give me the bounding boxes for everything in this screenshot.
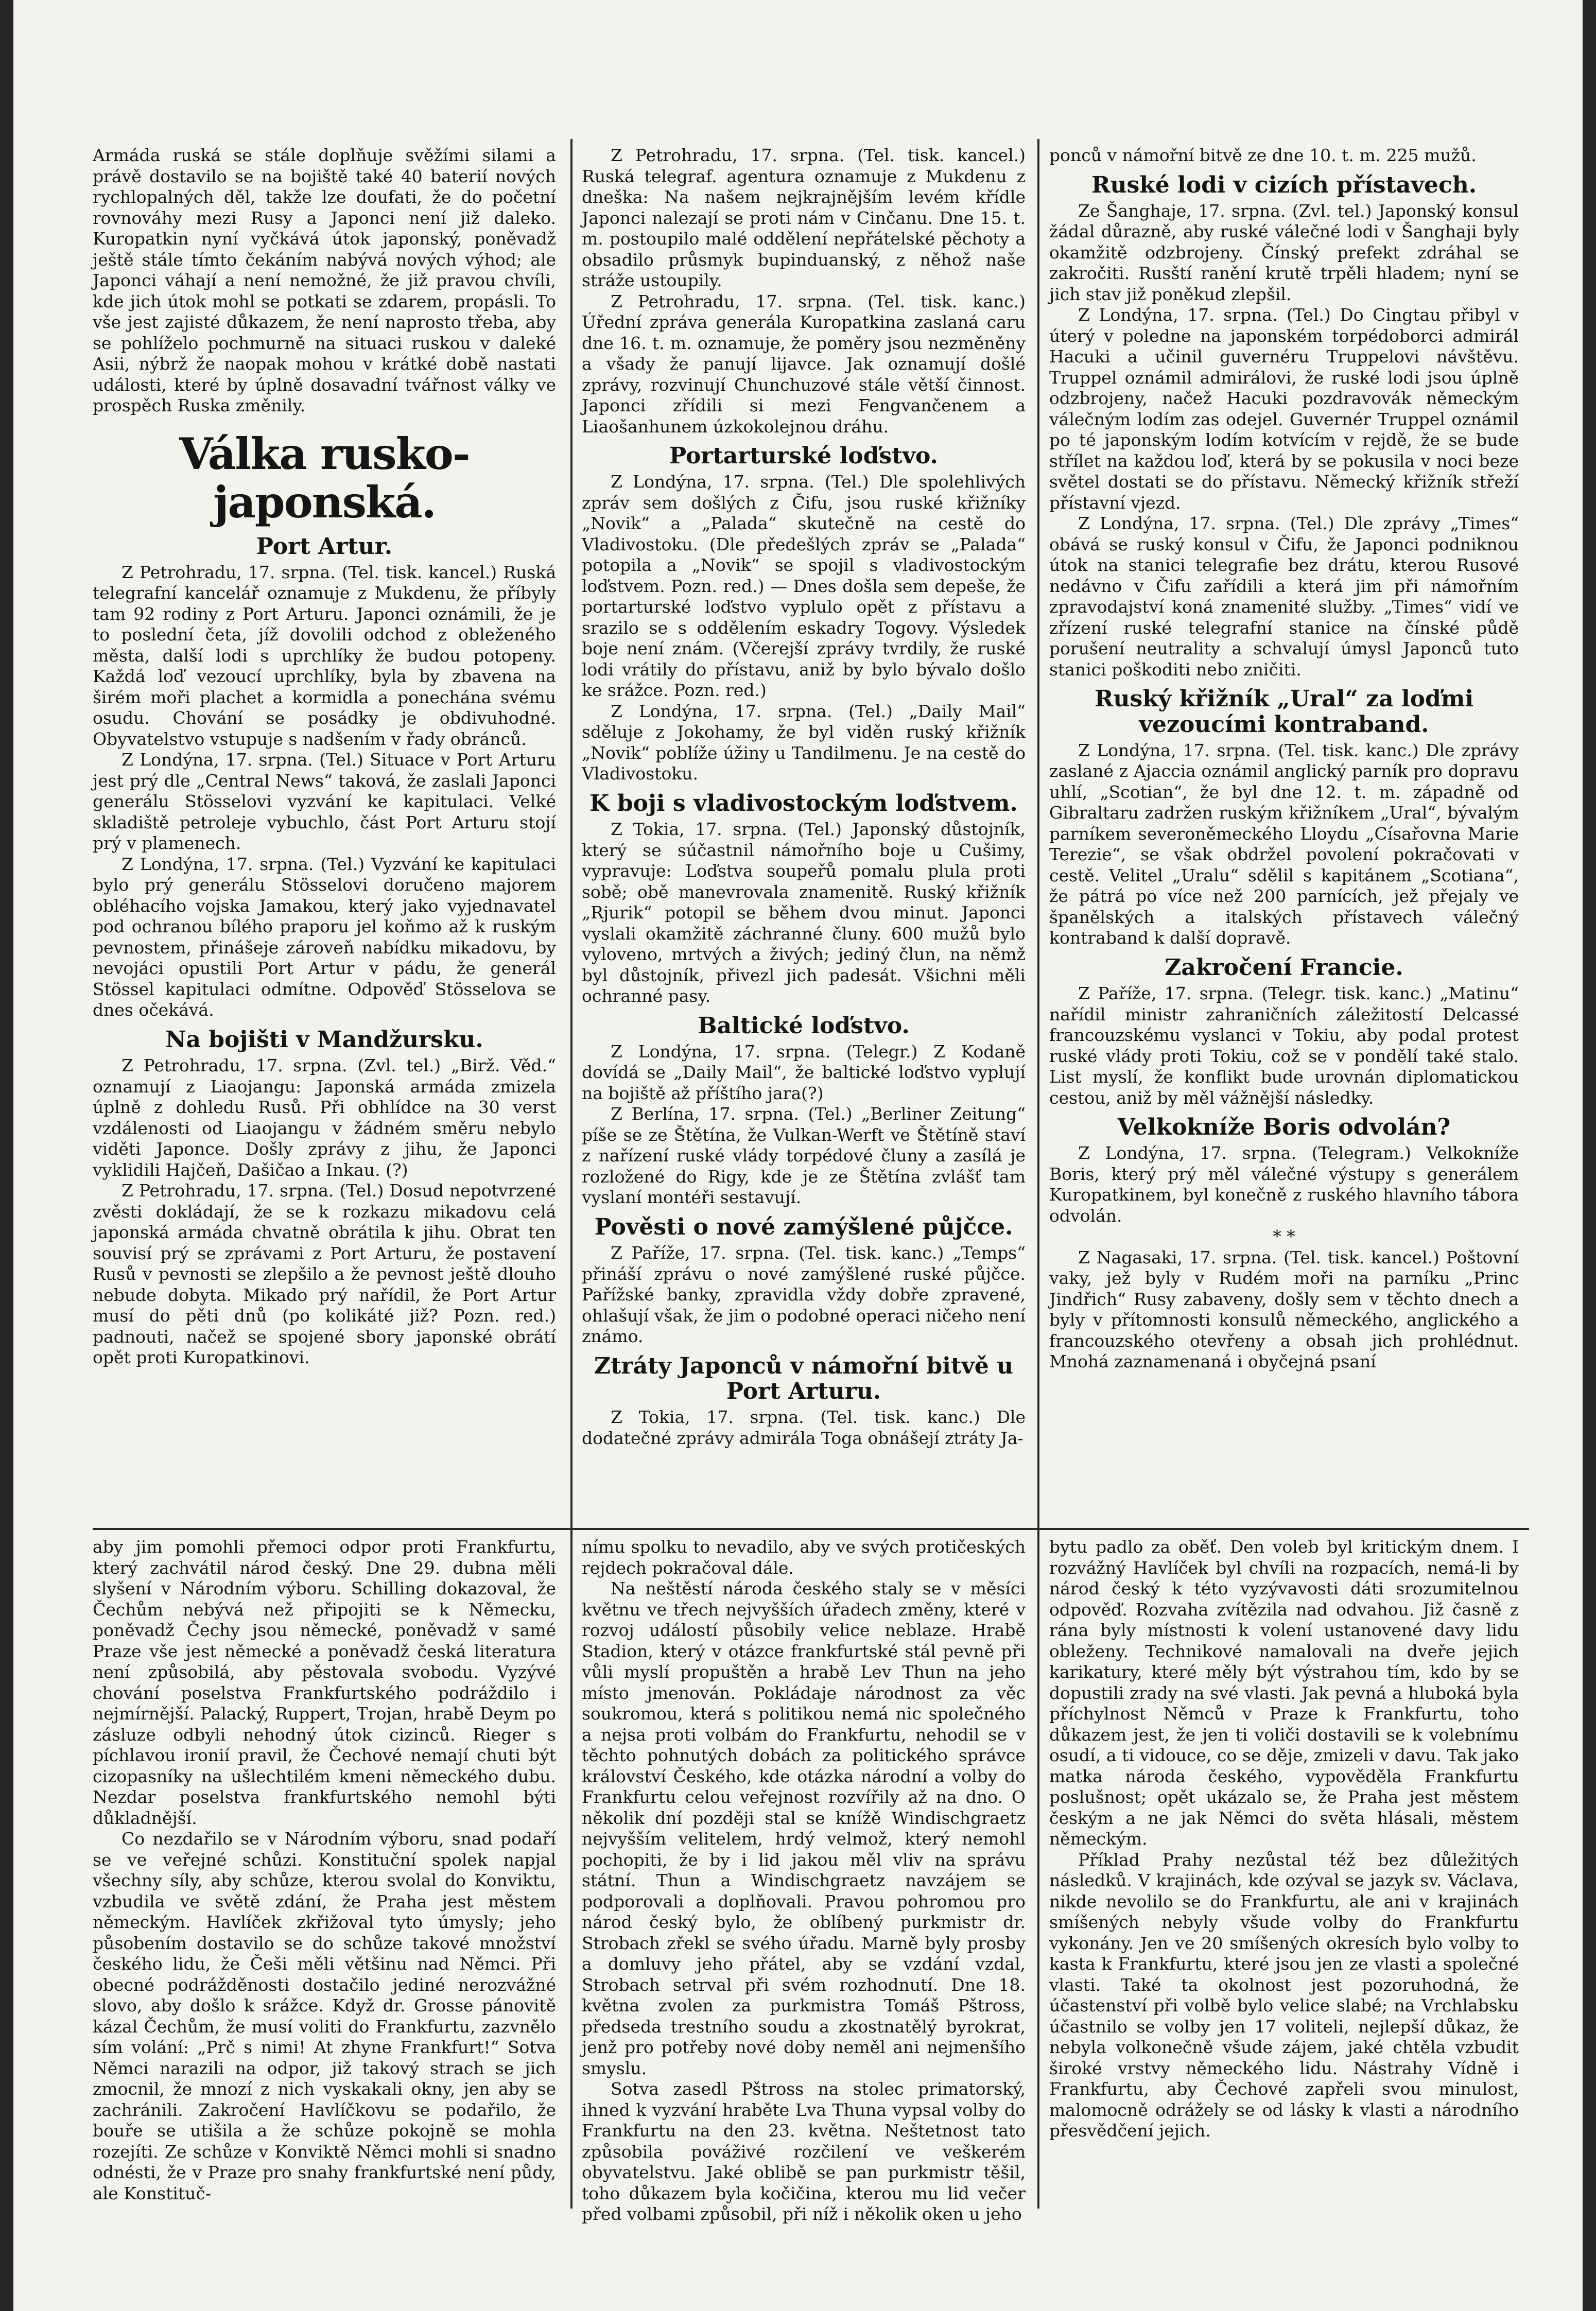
column-top-middle — [582, 145, 1026, 1525]
news-paragraph: ponců v námořní bitvě ze dne 10. t. m. 225 mužů. — [1049, 145, 1477, 165]
feuilleton-paragraph: nímu spolku to nevadilo, aby ve svých protičeských rejdech pokračoval dále. — [582, 1537, 1026, 1578]
scan-left-edge — [0, 0, 13, 2311]
section-heading-vladivostok: K boji s vladivostockým loďstvem. — [589, 790, 1018, 816]
news-paragraph: Z Tokia, 17. srpna. (Tel. tisk. kanc.) Dle dodatečné zprávy admirála Toga obnášejí ztráty Ja- — [582, 1407, 1026, 1448]
column-bottom-right — [1049, 1537, 1519, 2211]
section-heading-mandzursko: Na bojišti v Mandžursku. — [165, 1026, 483, 1053]
section-heading-loan: Pověsti o nové zamýšlené půjčce. — [594, 1213, 1013, 1240]
feuilleton-paragraph: Sotva zasedl Pštross na stolec primatorský, ihned k vyzvání hraběte Lva Thuna vypsal volby do Frankfurtu na den 23. května. Neštetnost tato způsobila pováživé rozčilení ve veškerém obyvatelstvu. Jaké oblibě se pan purkmistr těšil, toho důkazem byla kočičina, kterou mu lid večer před volbami způsobil, při níž i několik oken u jeho — [582, 2079, 1026, 2224]
section-heading-baltic: Baltické loďstvo. — [698, 1012, 910, 1039]
column-rule — [1037, 1539, 1039, 2209]
news-paragraph: Z Nagasaki, 17. srpna. (Tel. tisk. kancel.) Poštovní vaky, jež byly v Rudém moři na parníku „Princ Jindřich“ Rusy zabaveny, došly sem v těchto dnech a byly v přítomnosti konsulů německého, anglického a francouzského otevřeny a obsah jich prohlédnut. Mnohá zaznamenaná i obyčejná psaní — [1049, 1247, 1519, 1372]
column-rule — [1037, 139, 1039, 1611]
news-paragraph: Z Tokia, 17. srpna. (Tel.) Japonský důstojník, který se súčastnil námořního boje u Cušimy, vypravuje: Loďstva soupeřů pomalu plula proti sobě; obě manevrovala znamenitě. Ruský křižník „Rjurik“ potopil se během dvou minut. Japonci vyslali okamžitě záchranné čluny. 600 mužů bylo vyloveno, mrtvých a živých; jediný člun, na němž byl důstojník, přivezl jich padesát. Všichni měli ochranné pasy. — [582, 819, 1026, 1006]
section-heading-france: Zakročení Francie. — [1165, 954, 1403, 981]
separator-stars: * * — [1273, 1226, 1295, 1247]
section-heading-boris: Velkokníže Boris odvolán? — [1117, 1114, 1451, 1141]
news-paragraph: Z Londýna, 17. srpna. (Tel.) Vyzvání ke kapitulaci bylo prý generálu Stösselovi doručeno majorem obléhacího vojska Jamakou, který jako vyjednavatel pod ochranou bílého praporu jel koňmo až k ruským pevnostem, přinášeje zároveň nabídku mikadovu, by nevojáci opustili Port Artur v pádu, že generál Stössel kapitulaci odmítne. Odpověď Stösselova se dnes očekává. — [93, 854, 556, 1020]
news-paragraph: Z Londýna, 17. srpna. (Telegr.) Z Kodaně dovídá se „Daily Mail“, že baltické loďstvo vyplují na bojiště až příštího jara(?) — [582, 1041, 1026, 1103]
column-bottom-middle — [582, 1537, 1026, 2224]
feuilleton-paragraph: Na neštěstí národa českého staly se v měsíci květnu ve třech nejvyšších úřadech změny, které v rozvoj událostí působily velice neblaze. Hrabě Stadion, který v otázce frankfurtské stál pevně při vůli myslí propuštěn a hrabě Lev Thun na jeho místo jmenován. Pokládaje národnost za věc soukromou, která s politikou nemá nic společného a nejsa proti volbám do Frankfurtu, nehodil se v těchto pohnutých dobách za politického správce království Českého, kde otázka národní a volby do Frankfurtu celou veřejnost rozvířily až na dno. O několik dní později stal se knížě Windischgraetz nejvyšším velitelem, hrdý velmož, který nemohl pochopiti, že by i lid jakou měl vliv na správu státní. Thun a Windischgraetz navzájem se podporovali a doplňovali. Pravou pohromou pro národ český bylo, že oblíbený purkmistr dr. Strobach zřekl se svého úřadu. Marně byly prosby a domluvy jeho přátel, aby se vzdání vzdal, Strobach setrval při svém rozhodnutí. Dne 18. května zvolen za purkmistra Tomáš Pštross, předseda trestního soudu a zkostnatělý byrokrat, jenž pro potřeby nové doby neměl ani nejmenšího smyslu. — [582, 1578, 1026, 2078]
column-rule — [570, 1539, 573, 2209]
column-rule — [570, 139, 573, 1611]
news-paragraph: Z Petrohradu, 17. srpna. (Tel.) Dosud nepotvrzené zvěsti dokládají, že se k rozkazu mikadovu celá japonská armáda chvatně obrátila k jihu. Obrat ten souvisí prý se zprávami z Port Arturu, že postavení Rusů v pevnosti se zlepšilo a že pevnost ještě dlouho nebude dobyta. Mikado prý nařídil, že Port Artur musí do pěti dnů (po kolikáté již? Pozn. red.) padnouti, načež se spojené sbory japonské obrátí opět proti Kuropatkinovi. — [93, 1180, 556, 1368]
section-heading-port-artur: Port Artur. — [256, 533, 393, 560]
news-paragraph: Z Londýna, 17. srpna. (Tel.) Situace v Port Arturu jest prý dle „Central News“ taková, že zaslali Japonci generálu Stösselovi vyzvání ke kapitulaci. Velké skladiště petroleje vybuchlo, část Port Arturu stojí prý v plamenech. — [93, 750, 556, 854]
column-top-right — [1049, 145, 1519, 1525]
section-heading-ural: Ruský křižník „Ural“ za loďmi vezoucími kontraband. — [1094, 686, 1474, 738]
section-heading-portarturske-lodstvo: Portarturské loďstvo. — [669, 443, 938, 469]
section-rule — [93, 1528, 1529, 1530]
news-paragraph: Z Londýna, 17. srpna. (Tel.) „Daily Mail“ sděluje z Jokohamy, že byl viděn ruský křižník „Novik“ poblíže úžiny u Tandilmenu. Je na cestě do Vladivostoku. — [582, 701, 1026, 784]
main-headline: Válka rusko-japonská. — [179, 428, 470, 528]
scan-right-edge — [1583, 0, 1596, 2311]
news-paragraph: Z Petrohradu, 17. srpna. (Tel. tisk. kancel.) Ruská telegrafní kancelář oznamuje z Mukdenu, že příbyly tam 92 rodiny z Port Arturu. Japonci oznámili, že je to poslední četa, jíž dovolili odchod z obleženého města, další lodi s uprchlíky že budou potopeny. Každá loď vezoucí uprchlíky, byla by zbavena na širém moři plachet a kormidla a ponechána svému osudu. Chování se posádky je obdivuhodné. Obyvatelstvo vstupuje s nadšením v řady obránců. — [93, 562, 556, 749]
news-paragraph: Z Londýna, 17. srpna. (Tel.) Dle zprávy „Times“ obává se ruský konsul v Čifu, že Japonci podniknou útok na stanici telegrafie bez drátu, kterou Rusové nedávno v Čifu zařídili a která jim při námořním zpravodajství koná znamenité služby. „Times“ vidí ve zřízení ruské telegrafní stanice na čínské půdě porušení neutrality a schvalují úmysl Japonců tuto stanici poškoditi nebo zničiti. — [1049, 513, 1519, 680]
news-paragraph: Z Petrohradu, 17. srpna. (Tel. tisk. kanc.) Úřední zpráva generála Kuropatkina zaslaná caru dne 16. t. m. oznamuje, že poměry jsou nezměněny a všady že panují lijavce. Jak oznamují došlé zprávy, rozvinují Chunchuzové stále větší činnost. Japonci zřídili si mezi Fengvančenem a Liaošanhunem úzkokolejnou dráhu. — [582, 291, 1026, 437]
column-bottom-left — [93, 1537, 556, 2211]
section-heading-losses: Ztráty Japonců v námořní bitvě u Port Arturu. — [594, 1352, 1014, 1404]
feuilleton-paragraph: Příklad Prahy nezůstal též bez důležitých následků. V krajinách, kde ozýval se jazyk sv. Václava, nikde nevolilo se do Frankfurtu, ale ani v krajinách smíšených nebyly všude volby do Frankfurtu vykonány. Jen ve 20 smíšených okresích bylo volby to kasta k Frankfurtu, které jsou jen ze vlasti a společné vlasti. Také ta okolnost jest pozoruhodná, že účastenství při volbě bylo velice slabé; na Vrchlabsku účastnilo se volby jen 17 voliteli, nejlepší důkaz, že nebyla volkonečně všude zájem, jaké chtěla vzbudit široké vrstvy německého lidu. Nástrahy Vídně i Frankfurtu, aby Čechové zapřeli svou minulost, malomocně odrážely se od lásky k vlasti a národního přesvědčení jejich. — [1049, 1849, 1519, 2141]
news-paragraph: Z Paříže, 17. srpna. (Telegr. tisk. kanc.) „Matinu“ nařídil ministr zahraničních záležitostí Delcassé francouzskému vyslanci v Tokiu, aby podal protest ruské vlády proti Tokiu, což se v pondělí také stalo. List myslí, že konflikt bude urovnán diplomatickou cestou, aniž by měl vážnější následky. — [1049, 983, 1519, 1108]
news-paragraph: Z Londýna, 17. srpna. (Tel. tisk. kanc.) Dle zprávy zaslané z Ajaccia oznámil anglický parník pro dopravu uhlí, „Scotian“, že byl dne 12. t. m. západně od Gibraltaru zadržen ruským křižníkem „Ural“, bývalým parníkem severoněmeckého Lloydu „Císařovna Marie Terezie“, se však obdržel povolení pokračovati v cestě. Velitel „Uralu“ sdělil s kapitánem „Scotiana“, že pátrá po více než 200 parnících, jež přejaly ve španělských a italských přístavech válečný kontraband k další dopravě. — [1049, 740, 1519, 948]
feuilleton-paragraph: aby jim pomohli přemoci odpor proti Frankfurtu, který zachvátil národ český. Dne 29. dubna měli slyšení v Národním výboru. Schilling dokazoval, že Čechům nebývá než připojiti se k Německu, poněvadž Čechy jsou německé, poněvadž v samé Praze vše jest německé a poněvadž česká literatura není způsobilá, aby pěstovala svobodu. Vyzývé chování poselstva Frankfurtského podráždilo i nejmírnější. Palacký, Ruppert, Trojan, hrabě Deym po zásluze odbyli nehodný útok cizinců. Rieger s píchlavou ironií pravil, že Čechové nemají chuti být cizopasníky na ušlechtilém kmeni německého dubu. Nezdar poselstva frankfurtského nemohl býti důkladnější. — [93, 1537, 556, 1828]
news-paragraph: Z Petrohradu, 17. srpna. (Zvl. tel.) „Birž. Věd.“ oznamují z Liaojangu: Japonská armáda zmizela úplně z dohledu Rusů. Při obhlídce na 30 verst vzdálenosti od Liaojangu v žádném směru nebylo viděti Japonce. Došly zprávy z jihu, že Japonci vyklidili Hajčeň, Dašičao a Inkau. (?) — [93, 1055, 556, 1180]
news-paragraph: Z Petrohradu, 17. srpna. (Tel. tisk. kancel.) Ruská telegraf. agentura oznamuje z Mukdenu z dneška: Na našem nejkrajnějším levém křídle Japonci nalezají se proti nám v Cinčanu. Dne 15. t. m. postoupilo malé oddělení nepřátelské pěchoty a obsadilo průsmyk bupinduanský, z něhož naše stráže ustoupily. — [582, 145, 1026, 290]
news-paragraph: Z Berlína, 17. srpna. (Tel.) „Berliner Zeitung“ píše se ze Štětína, že Vulkan-Werft ve Štětíně staví z nařízení ruské vlády torpédové čluny a zasílá je rozložené do Rigy, kde je ze Štětína zvlášť tam vyslaní montéři sestavují. — [582, 1104, 1026, 1208]
feuilleton-paragraph: Co nezdařilo se v Národním výboru, snad podaří se ve veřejné schůzi. Konstituční spolek napjal všechny síly, aby schůze, kterou svolal do Konviktu, vzbudila ve světě zdání, že Praha jest městem německým. Havlíček zkřižoval tyto úmysly; jeho působením dostavilo se do schůze takové množství českého lidu, že Češi měli většinu nad Němci. Při obecné podrážděnosti dostačilo jediné nerozvážné slovo, aby došlo k srážce. Když dr. Grosse pánovitě kázal Čechům, že musí voliti do Frankfurtu, zazvnělo sím volání: „Prč s nimi! At zhyne Frankfurt!“ Sotva Němci narazili na odpor, již takový strach se jich zmocnil, že mnozí z nich vyskakali okny, jen aby se zachránili. Zakročení Havlíčkovu se podařilo, že bouře se utišila a že schůze pokojně se mohla rozejíti. Ze schůze v Konviktě Němci mohli si snadno odnésti, že v Praze pro snahy frankfurtské není půdy, ale Konstituč- — [93, 1829, 556, 2203]
news-paragraph: Ze Šanghaje, 17. srpna. (Zvl. tel.) Japonský konsul žádal důrazně, aby ruské válečné lodi v Šanghaji byly okamžitě odzbrojeny. Čínský prefekt zdráhal se zakročiti. Rusští ranění krutě trpěli hladem; nyní se jich stav již poněkud zlepšil. — [1049, 200, 1519, 304]
article-intro: Armáda ruská se stále doplňuje svěžími silami a právě dostavilo se na bojiště také 40 baterií nových rychlopalných děl, takže lze doufati, že do početní rovnováhy mezi Rusy a Japonci není již daleko. Kuropatkin nyní vyčkává útok japonský, poněvadž ještě stále tímto čekáním nabývá nových výhod; ale Japonci váhají a není nemožné, že již pravou chvíli, kde jich útok mohl se potkati se zdarem, propásli. To vše jest zajisté důkazem, že není naprosto třeba, aby se pohlíželo pochmurně na situaci ruskou v daleké Asii, nýbrž že naopak mohou v krátké době nastati události, které by úplně dosavadní tvářnost války ve prospěch Ruska změnily. — [93, 145, 556, 415]
news-paragraph: Z Londýna, 17. srpna. (Tel.) Do Cingtau přibyl v úterý v poledne na japonském torpédoborci admirál Hacuki a učinil guvernéru Truppelovi návštěvu. Truppel oznámil admirálovi, že ruské lodi jsou úplně odzbrojeny, načež Hacuki pozdravovák německým válečným lodím zas odejel. Guvernér Truppel oznámil po té japonským lodím kotvícím v rejdě, že se bude střílet na každou loď, která by se pokusila v noci beze světel dostati se do přístavu. Německý křižník střeží přístavní vjezd. — [1049, 305, 1519, 513]
column-top-left — [93, 145, 556, 1525]
feuilleton-paragraph: bytu padlo za oběť. Den voleb byl kritickým dnem. I rozvážný Havlíček byl chvíli na rozpacích, nemá-li by národ český k této vyzývavosti dáti srozumitelnou odpověď. Rozvaha zvítězila nad odvahou. Již časně z rána byly místnosti k volení ustanovené davy lidu obleženy. Technikové namalovali na dveře jejich karikatury, které měly být výstrahou tím, kdo by se dopustili zrady na své vlasti. Jak pevná a hluboká byla příchylnost Němců v Praze k Frankfurtu, toho důkazem jest, že jen ti voliči dostavili se k volebnímu osudí, a ti vidouce, co se děje, zmizeli v davu. Tak jako matka národa českého, vypověděla Frankfurtu poslušnost; opět ukázalo se, že Praha jest městem českým a ne jak Němci do světa hlásali, městem německým. — [1049, 1537, 1519, 1849]
news-paragraph: Z Londýna, 17. srpna. (Telegram.) Velkokníže Boris, který prý měl válečné výstupy s generálem Kuropatkinem, byl konečně z ruského hlavního tábora odvolán. — [1049, 1143, 1519, 1226]
news-paragraph: Z Londýna, 17. srpna. (Tel.) Dle spolehlivých zpráv sem došlých z Čifu, jsou ruské křižníky „Novik“ a „Palada“ skutečně na cestě do Vladivostoku. (Dle předešlých zpráv se „Palada“ potopila a „Novik“ se spojil s vladivostockým loďstvem. Pozn. red.) — Dnes došla sem depeše, že portarturské loďstvo vyplulo opět z přístavu a srazilo se s oddělením eskadry Togovy. Výsledek boje není znám. (Včerejší zprávy tvrdily, že ruské lodi vrátily do přístavu, aniž by bylo bývalo došlo ke srážce. Pozn. red.) — [582, 472, 1026, 701]
news-paragraph: Z Paříže, 17. srpna. (Tel. tisk. kanc.) „Temps“ přináší zprávu o nové zamýšlené ruské půjčce. Pařížské banky, zpravidla vždy dobře zpravené, ohlašují však, že jim o podobné operaci ničeho není známo. — [582, 1243, 1026, 1347]
section-heading-foreign-ports: Ruské lodi v cizích přístavech. — [1091, 171, 1477, 198]
